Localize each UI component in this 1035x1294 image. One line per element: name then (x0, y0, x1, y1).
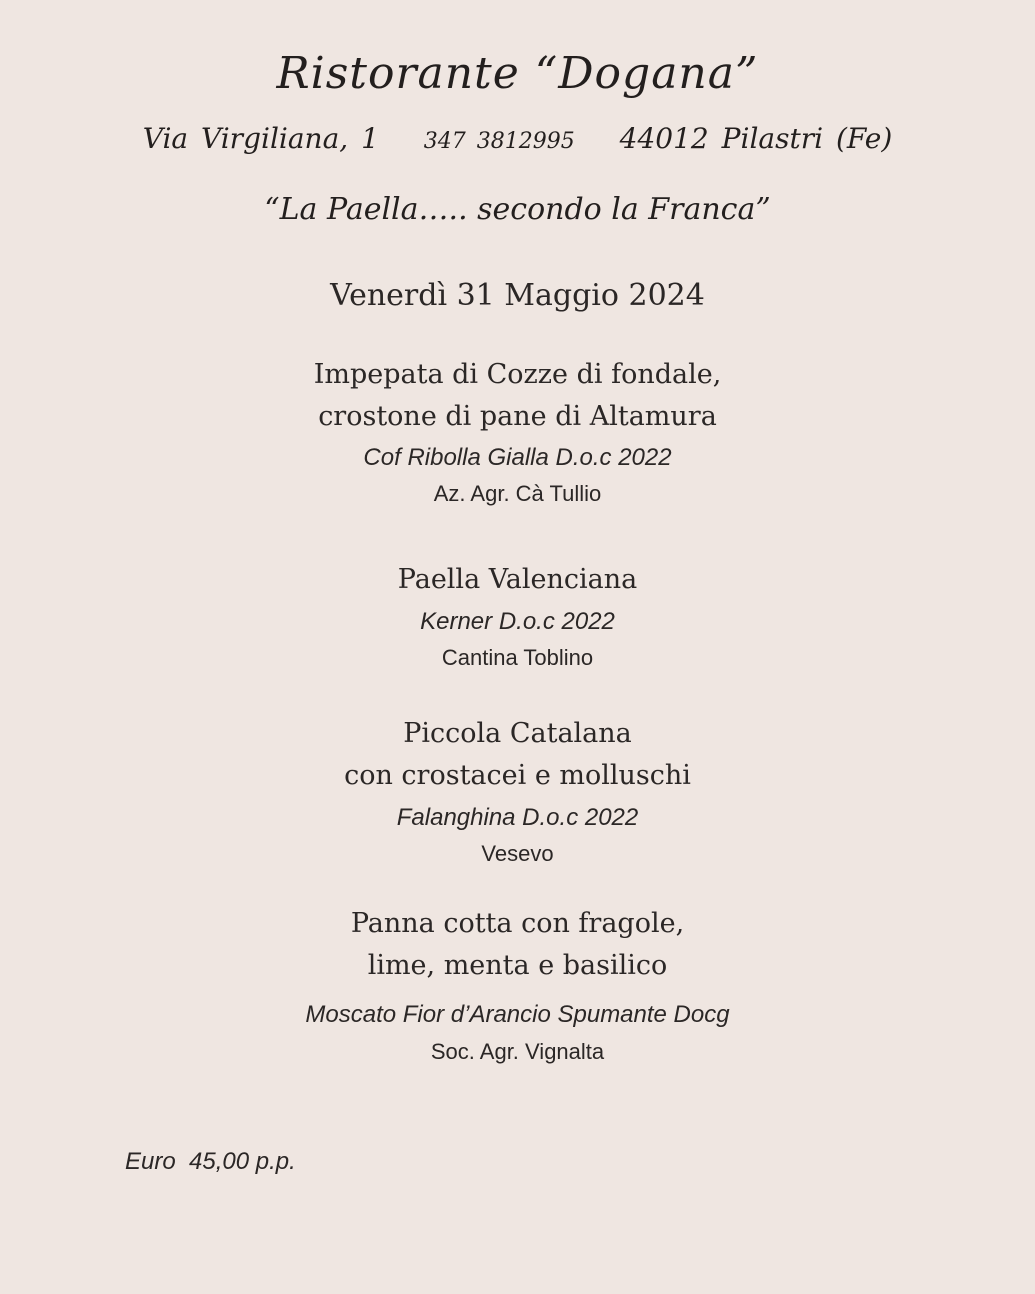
course-4-producer: Soc. Agr. Vignalta (430, 1039, 605, 1064)
course-1-dish-line-1: Impepata di Cozze di fondale, (313, 359, 722, 390)
course-2-dish-line-1: Paella Valenciana (397, 564, 638, 595)
course-2-producer: Cantina Toblino (441, 645, 594, 670)
course-3-dish-line-1: Piccola Catalana (403, 718, 632, 749)
phone-number: 347 3812995 (423, 129, 575, 154)
course-3-producer: Vesevo (481, 841, 554, 866)
course-4-dish-line-1: Panna cotta con fragole, (350, 908, 685, 939)
course-4-dish-line-2: lime, menta e basilico (367, 950, 668, 981)
course-4-wine: Moscato Fior d’Arancio Spumante Docg (305, 1001, 730, 1028)
course-1-producer: Az. Agr. Cà Tullio (433, 481, 602, 506)
menu-subtitle: “La Paella….. secondo la Franca” (264, 192, 771, 227)
menu-price: Euro 45,00 p.p. (125, 1148, 296, 1175)
course-3-wine: Falanghina D.o.c 2022 (396, 804, 639, 831)
city-address: 44012 Pilastri (Fe) (619, 122, 893, 155)
course-1-wine: Cof Ribolla Gialla D.o.c 2022 (363, 444, 672, 471)
restaurant-name: Ristorante “Dogana” (276, 48, 759, 99)
event-date: Venerdì 31 Maggio 2024 (330, 278, 705, 313)
course-3-dish-line-2: con crostacei e molluschi (344, 760, 691, 791)
street-address: Via Virgiliana, 1 (142, 122, 379, 155)
course-1-dish-line-2: crostone di pane di Altamura (318, 401, 717, 432)
course-2-wine: Kerner D.o.c 2022 (420, 608, 615, 635)
restaurant-address (0, 122, 1035, 155)
